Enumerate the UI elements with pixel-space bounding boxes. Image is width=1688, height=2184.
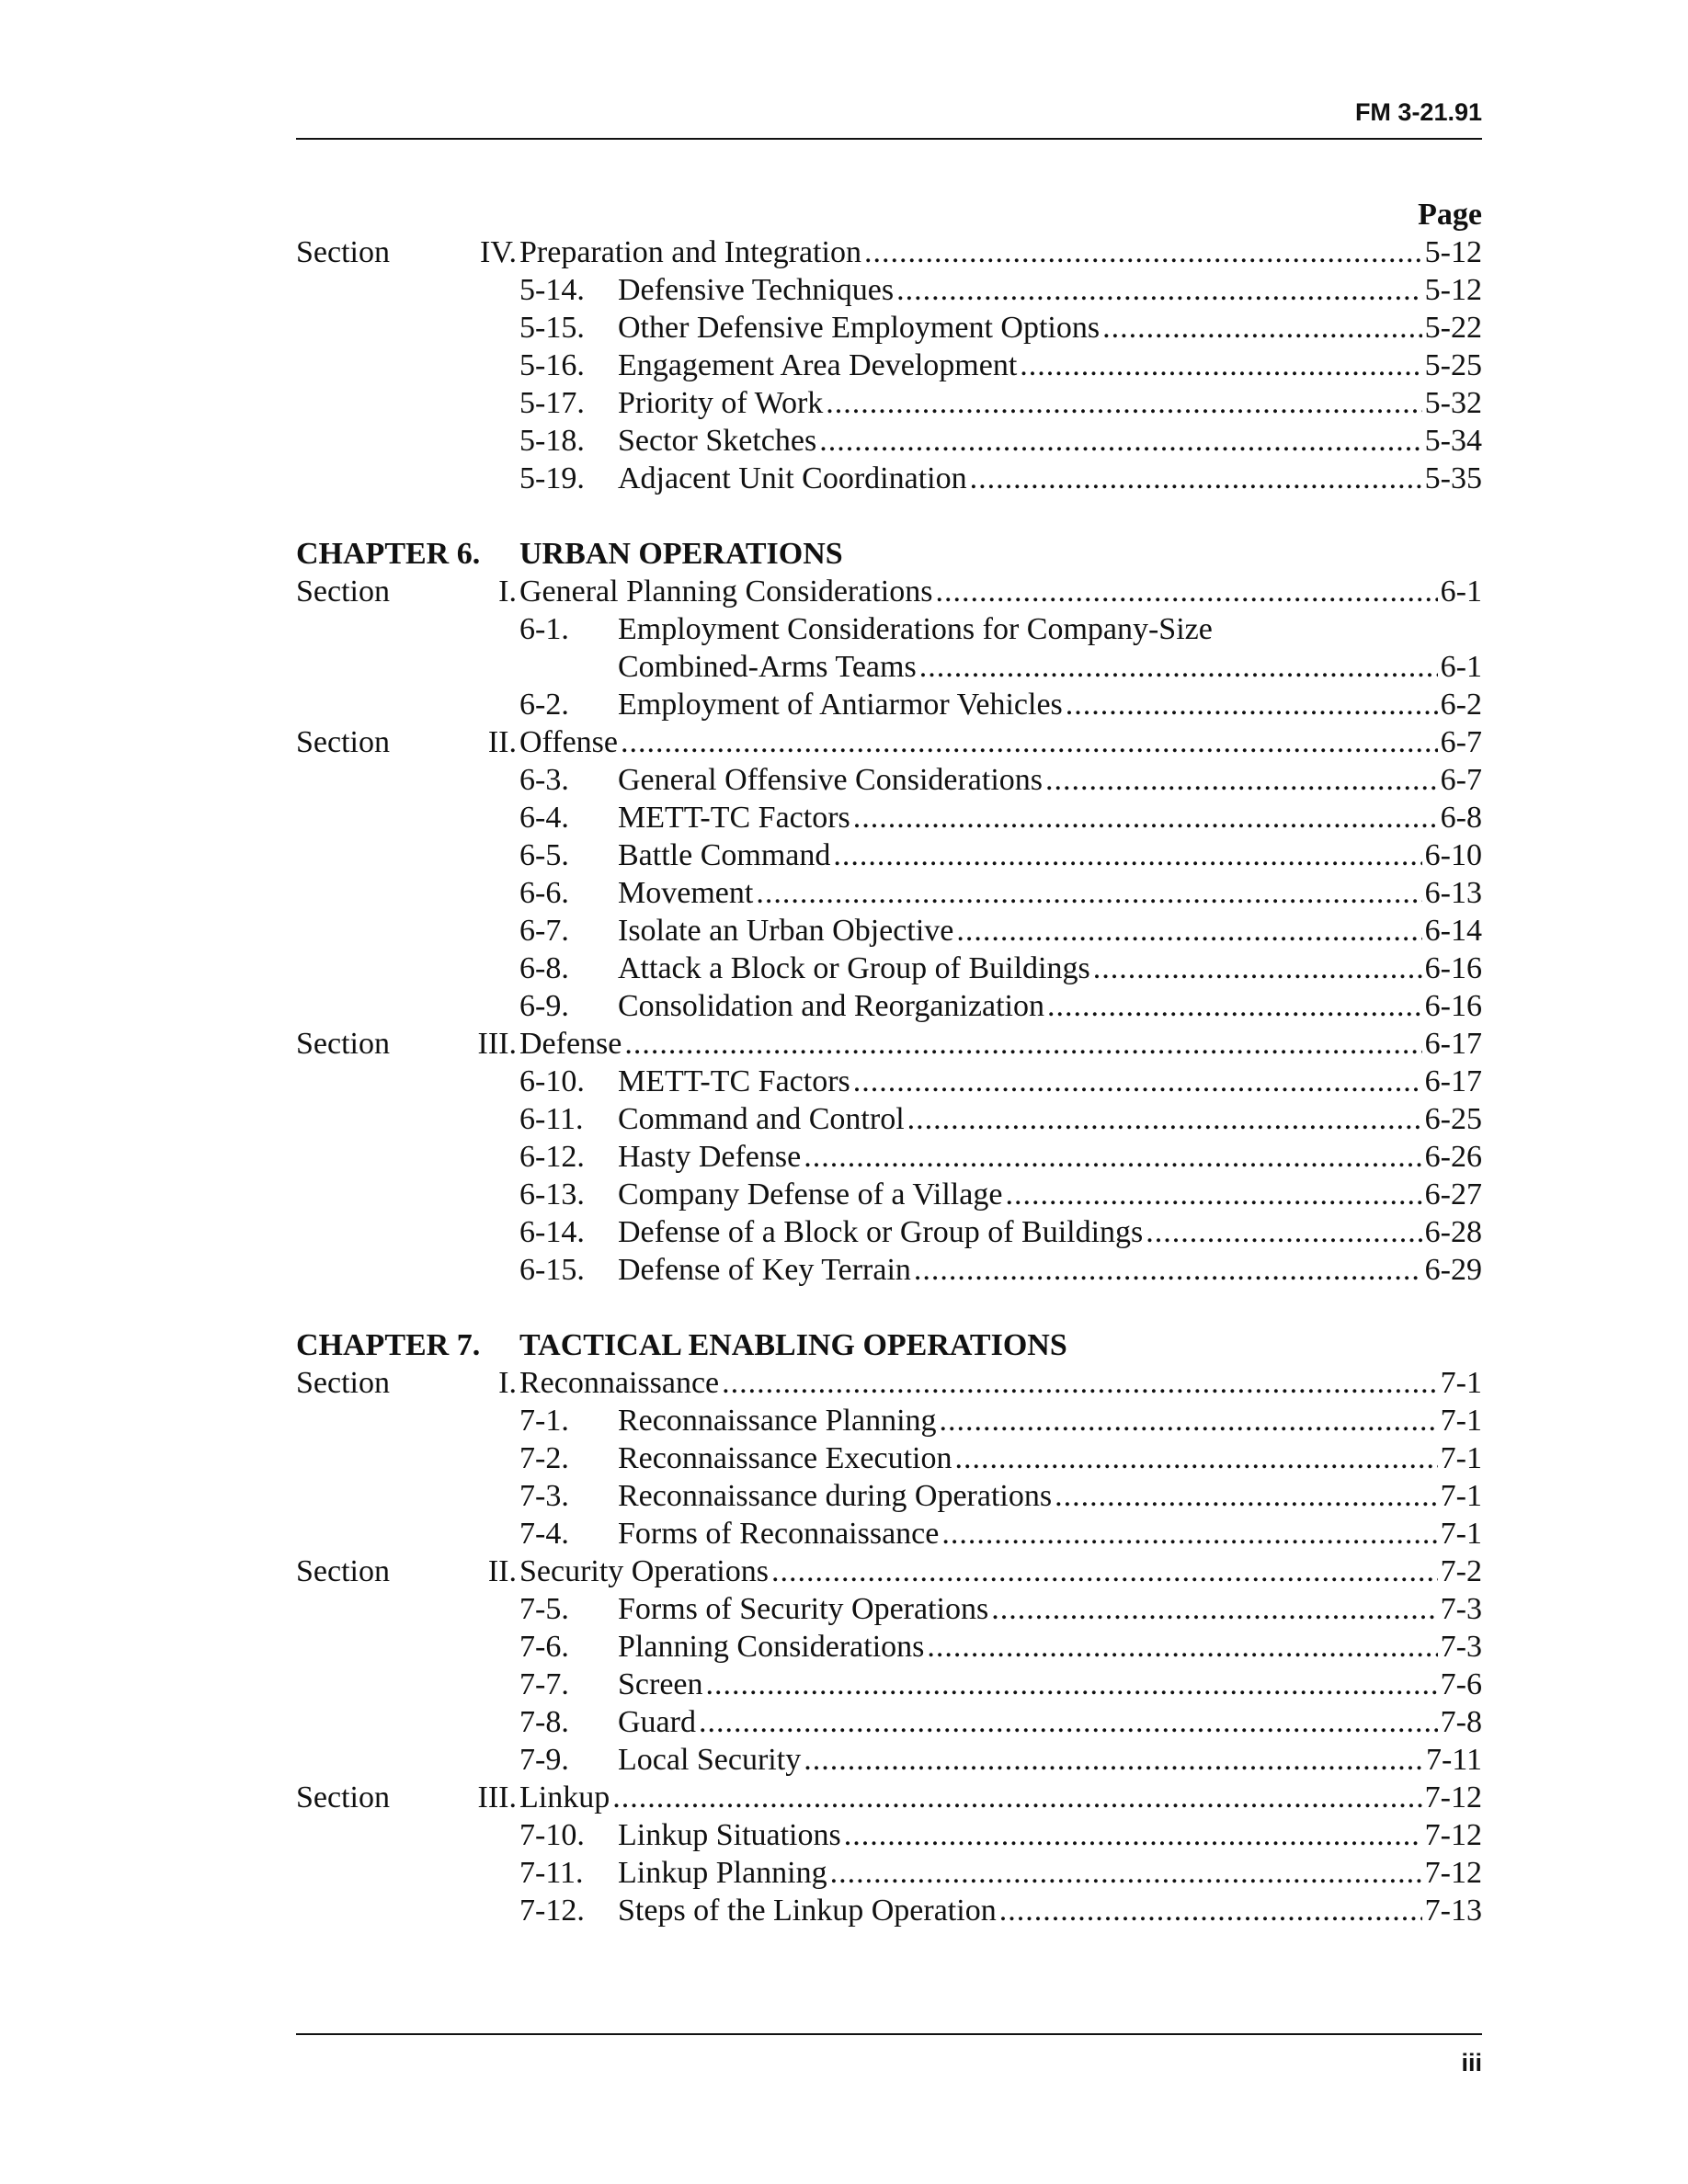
document-id: FM 3-21.91 (1354, 98, 1482, 126)
entry-title: Defense of a Block or Group of Buildings (618, 1215, 1144, 1249)
entry-title-line: Employment Considerations for Company-Size (618, 612, 1213, 646)
chapter-title: URBAN OPERATIONS (519, 537, 843, 571)
item-number: 7-12. (519, 1894, 585, 1928)
entry-page: 6-1 (1440, 650, 1482, 684)
spacer (296, 1289, 1482, 1326)
toc-item-row[interactable] (296, 686, 1482, 723)
toc-leader (618, 1741, 1482, 1779)
toc-leader (618, 1892, 1482, 1929)
section-label: Section (296, 235, 390, 269)
entry-title: Isolate an Urban Objective (618, 914, 954, 948)
section-label: Section (296, 1366, 390, 1400)
dot-leader (1020, 347, 1421, 384)
dot-leader (940, 1402, 1438, 1439)
section-numeral: IV. (480, 235, 517, 269)
toc-item-row[interactable] (296, 347, 1482, 384)
dot-leader (771, 1553, 1438, 1590)
toc-leader (618, 1477, 1482, 1515)
entry-title: Planning Considerations (618, 1630, 925, 1664)
section-label: Section (296, 1027, 390, 1061)
entry-title: Reconnaissance Planning (618, 1404, 937, 1438)
toc-item-row[interactable] (296, 1854, 1482, 1892)
entry-page: 7-1 (1440, 1366, 1482, 1400)
dot-leader (833, 836, 1421, 874)
entry-title: Steps of the Linkup Operation (618, 1894, 997, 1928)
item-number: 5-19. (519, 461, 585, 495)
chapter-label: CHAPTER 7. (296, 1328, 481, 1362)
entry-title: General Planning Considerations (519, 574, 933, 609)
entry-page: 6-17 (1424, 1064, 1482, 1098)
toc-item-row[interactable] (296, 1402, 1482, 1439)
item-number: 7-11. (519, 1856, 584, 1890)
entry-title: Linkup Planning (618, 1856, 827, 1890)
item-number: 7-9. (519, 1743, 569, 1777)
dot-leader (1055, 1477, 1438, 1515)
dot-leader (919, 648, 1438, 686)
item-number: 6-7. (519, 914, 569, 948)
entry-page: 6-27 (1424, 1177, 1482, 1211)
dot-leader (999, 1892, 1422, 1929)
toc-leader (618, 1063, 1482, 1100)
dot-leader (819, 422, 1421, 460)
entry-page: 7-12 (1424, 1856, 1482, 1890)
page-footer (296, 2033, 1482, 2076)
toc-chapter-row[interactable] (296, 535, 1482, 573)
toc-leader (618, 1590, 1482, 1628)
dot-leader (722, 1364, 1438, 1402)
section-numeral: III. (477, 1780, 517, 1814)
toc-item-row[interactable] (296, 1666, 1482, 1703)
entry-title: Consolidation and Reorganization (618, 989, 1044, 1023)
entry-title: Hasty Defense (618, 1140, 802, 1174)
entry-title: Security Operations (519, 1554, 769, 1588)
entry-title: Priority of Work (618, 386, 824, 420)
entry-page: 7-3 (1440, 1592, 1482, 1626)
dot-leader (621, 723, 1438, 761)
entry-page: 7-1 (1440, 1479, 1482, 1513)
entry-page: 6-29 (1424, 1253, 1482, 1287)
dot-leader (844, 1816, 1422, 1854)
entry-page: 6-16 (1424, 951, 1482, 985)
entry-page: 7-8 (1440, 1705, 1482, 1739)
entry-page: 6-10 (1424, 838, 1482, 872)
toc-leader (519, 1779, 1482, 1816)
entry-page: 5-12 (1424, 235, 1482, 269)
dot-leader (907, 1100, 1422, 1138)
entry-page: 6-25 (1424, 1102, 1482, 1136)
item-number: 6-13. (519, 1177, 585, 1211)
entry-title: Command and Control (618, 1102, 905, 1136)
entry-page: 7-11 (1425, 1743, 1482, 1777)
page-number: iii (1461, 2049, 1482, 2076)
toc-section-row[interactable] (296, 1779, 1482, 1816)
entry-title: Defense of Key Terrain (618, 1253, 911, 1287)
dot-leader (954, 1439, 1437, 1477)
dot-leader (1047, 987, 1422, 1025)
entry-title: Forms of Reconnaissance (618, 1517, 940, 1551)
entry-page: 6-17 (1424, 1027, 1482, 1061)
item-number: 7-5. (519, 1592, 569, 1626)
dot-leader (935, 573, 1437, 610)
entry-title: Linkup (519, 1780, 610, 1814)
entry-page: 5-22 (1424, 311, 1482, 345)
toc-leader (519, 723, 1482, 761)
entry-page: 7-1 (1440, 1517, 1482, 1551)
toc-item-row[interactable] (296, 1703, 1482, 1741)
entry-title: Other Defensive Employment Options (618, 311, 1101, 345)
item-number: 5-17. (519, 386, 585, 420)
toc-leader (618, 836, 1482, 874)
entry-title: METT-TC Factors (618, 1064, 850, 1098)
toc-item-row[interactable] (296, 1251, 1482, 1289)
entry-page: 5-32 (1424, 386, 1482, 420)
toc-leader (618, 912, 1482, 950)
toc-item-row[interactable] (296, 799, 1482, 836)
toc-leader (618, 1100, 1482, 1138)
dot-leader (830, 1854, 1422, 1892)
toc-leader (618, 1515, 1482, 1553)
toc-leader (519, 1553, 1482, 1590)
entry-page: 6-1 (1440, 574, 1482, 609)
entry-page: 7-1 (1440, 1404, 1482, 1438)
entry-page: 5-12 (1424, 273, 1482, 307)
section-numeral: I. (498, 574, 517, 609)
entry-title: General Offensive Considerations (618, 763, 1044, 797)
item-number: 7-1. (519, 1404, 569, 1438)
toc-item-row[interactable] (296, 309, 1482, 347)
spacer (296, 497, 1482, 535)
toc-section-row[interactable] (296, 233, 1482, 271)
dot-leader (1045, 761, 1438, 799)
item-number: 6-4. (519, 801, 569, 835)
item-number: 7-6. (519, 1630, 569, 1664)
entry-page: 7-3 (1440, 1630, 1482, 1664)
entry-title: Forms of Security Operations (618, 1592, 989, 1626)
item-number: 5-16. (519, 348, 585, 382)
toc-item-row[interactable] (296, 271, 1482, 309)
toc-item-row[interactable] (296, 950, 1482, 987)
toc-item-row[interactable] (296, 1477, 1482, 1515)
item-number: 5-18. (519, 424, 585, 458)
toc-item-row[interactable] (296, 1515, 1482, 1553)
dot-leader (853, 799, 1438, 836)
item-number: 6-15. (519, 1253, 585, 1287)
section-label: Section (296, 574, 390, 609)
toc-item-row[interactable] (296, 1213, 1482, 1251)
toc-item-row[interactable] (296, 1439, 1482, 1477)
entry-page: 7-2 (1440, 1554, 1482, 1588)
table-of-contents (296, 196, 1482, 1929)
toc-leader (618, 950, 1482, 987)
entry-page: 6-14 (1424, 914, 1482, 948)
item-number: 6-11. (519, 1102, 584, 1136)
dot-leader (864, 233, 1422, 271)
item-number: 7-10. (519, 1818, 585, 1852)
entry-page: 7-1 (1440, 1441, 1482, 1475)
toc-chapter-row[interactable] (296, 1326, 1482, 1364)
section-label: Section (296, 1554, 390, 1588)
entry-page: 6-7 (1440, 763, 1482, 797)
toc-leader (618, 384, 1482, 422)
item-number: 5-14. (519, 273, 585, 307)
dot-leader (699, 1703, 1438, 1741)
entry-page: 7-6 (1440, 1667, 1482, 1701)
toc-leader (618, 761, 1482, 799)
entry-title: Offense (519, 725, 618, 759)
section-label: Section (296, 725, 390, 759)
entry-page: 6-28 (1424, 1215, 1482, 1249)
entry-title: Reconnaissance (519, 1366, 720, 1400)
entry-page: 5-34 (1424, 424, 1482, 458)
item-number: 7-2. (519, 1441, 569, 1475)
toc-section-row[interactable] (296, 1364, 1482, 1402)
dot-leader (804, 1741, 1423, 1779)
entry-page: 6-16 (1424, 989, 1482, 1023)
toc-item-row[interactable] (296, 1816, 1482, 1854)
entry-page: 7-13 (1424, 1894, 1482, 1928)
dot-leader (914, 1251, 1422, 1289)
toc-leader (618, 648, 1482, 686)
toc-leader (618, 1703, 1482, 1741)
dot-leader (756, 874, 1421, 912)
entry-title: METT-TC Factors (618, 801, 850, 835)
chapter-label: CHAPTER 6. (296, 537, 481, 571)
entry-title: Movement (618, 876, 754, 910)
toc-item-row[interactable] (296, 836, 1482, 874)
entry-title: Linkup Situations (618, 1818, 841, 1852)
item-number: 6-6. (519, 876, 569, 910)
dot-leader (706, 1666, 1438, 1703)
toc-leader (618, 460, 1482, 497)
dot-leader (1102, 309, 1422, 347)
section-numeral: II. (487, 725, 517, 759)
item-number: 6-8. (519, 951, 569, 985)
entry-page: 7-12 (1424, 1780, 1482, 1814)
toc-item-row[interactable] (296, 1892, 1482, 1929)
toc-item-row[interactable] (296, 1100, 1482, 1138)
toc-leader (618, 987, 1482, 1025)
toc-leader (618, 1251, 1482, 1289)
dot-leader (941, 1515, 1437, 1553)
toc-leader (618, 1213, 1482, 1251)
toc-leader (618, 309, 1482, 347)
dot-leader (956, 912, 1421, 950)
toc-leader (618, 1816, 1482, 1854)
toc-item-row[interactable] (296, 460, 1482, 497)
item-number: 6-10. (519, 1064, 585, 1098)
entry-title: Defense (519, 1027, 622, 1061)
dot-leader (970, 460, 1422, 497)
item-number: 5-15. (519, 311, 585, 345)
toc-section-row[interactable] (296, 573, 1482, 610)
toc-leader (618, 1439, 1482, 1477)
toc-item-row[interactable] (296, 422, 1482, 460)
entry-page: 7-12 (1424, 1818, 1482, 1852)
toc-item-row[interactable] (296, 1741, 1482, 1779)
toc-item-row-continued[interactable] (296, 648, 1482, 686)
entry-title: Reconnaissance Execution (618, 1441, 952, 1475)
entry-title: Defensive Techniques (618, 273, 895, 307)
toc-leader (618, 1402, 1482, 1439)
toc-leader (618, 1854, 1482, 1892)
item-number: 6-9. (519, 989, 569, 1023)
dot-leader (1005, 1176, 1421, 1213)
toc-item-row[interactable] (296, 384, 1482, 422)
item-number: 7-4. (519, 1517, 569, 1551)
entry-page: 6-2 (1440, 688, 1482, 722)
section-numeral: III. (477, 1027, 517, 1061)
toc-item-row[interactable] (296, 1590, 1482, 1628)
toc-leader (618, 347, 1482, 384)
toc-section-row[interactable] (296, 1025, 1482, 1063)
toc-leader (618, 271, 1482, 309)
toc-leader (519, 1025, 1482, 1063)
toc-item-row[interactable] (296, 1176, 1482, 1213)
item-number: 6-2. (519, 688, 569, 722)
dot-leader (991, 1590, 1437, 1628)
entry-title: Employment of Antiarmor Vehicles (618, 688, 1063, 722)
entry-page: 6-7 (1440, 725, 1482, 759)
dot-leader (896, 271, 1422, 309)
toc-section-row[interactable] (296, 723, 1482, 761)
dot-leader (1146, 1213, 1421, 1251)
toc-item-row[interactable] (296, 1628, 1482, 1666)
section-label: Section (296, 1780, 390, 1814)
dot-leader (612, 1779, 1421, 1816)
entry-title: Attack a Block or Group of Buildings (618, 951, 1090, 985)
toc-leader (519, 573, 1482, 610)
page-header (296, 97, 1482, 140)
item-number: 7-3. (519, 1479, 569, 1513)
toc-leader (519, 1364, 1482, 1402)
chapter-title: TACTICAL ENABLING OPERATIONS (519, 1328, 1067, 1362)
toc-item-row[interactable] (296, 761, 1482, 799)
entry-title: Preparation and Integration (519, 235, 861, 269)
entry-page: 6-8 (1440, 801, 1482, 835)
toc-leader (618, 422, 1482, 460)
toc-item-row[interactable] (296, 610, 1482, 648)
entry-title: Battle Command (618, 838, 831, 872)
dot-leader (804, 1138, 1421, 1176)
entry-page: 6-13 (1424, 876, 1482, 910)
toc-leader (618, 874, 1482, 912)
dot-leader (1066, 686, 1438, 723)
toc-leader (618, 1138, 1482, 1176)
toc-item-row[interactable] (296, 1063, 1482, 1100)
toc-item-row[interactable] (296, 912, 1482, 950)
entry-title: Reconnaissance during Operations (618, 1479, 1053, 1513)
item-number: 7-8. (519, 1705, 569, 1739)
dot-leader (1093, 950, 1422, 987)
section-numeral: II. (487, 1554, 517, 1588)
dot-leader (826, 384, 1421, 422)
toc-section-row[interactable] (296, 1553, 1482, 1590)
item-number: 6-14. (519, 1215, 585, 1249)
toc-leader (618, 1628, 1482, 1666)
toc-leader (618, 799, 1482, 836)
entry-title: Company Defense of a Village (618, 1177, 1003, 1211)
toc-leader (519, 233, 1482, 271)
item-number: 6-5. (519, 838, 569, 872)
toc-leader (618, 1666, 1482, 1703)
item-number: 6-1. (519, 612, 569, 646)
entry-title: Local Security (618, 1743, 802, 1777)
page-column-heading: Page (1418, 198, 1482, 232)
entry-title: Engagement Area Development (618, 348, 1018, 382)
item-number: 6-12. (519, 1140, 585, 1174)
toc-item-row[interactable] (296, 1138, 1482, 1176)
item-number: 6-3. (519, 763, 569, 797)
dot-leader (853, 1063, 1422, 1100)
toc-leader (618, 686, 1482, 723)
toc-item-row[interactable] (296, 874, 1482, 912)
entry-title: Screen (618, 1667, 703, 1701)
item-number: 7-7. (519, 1667, 569, 1701)
entry-page: 5-35 (1424, 461, 1482, 495)
entry-title: Combined-Arms Teams (618, 650, 917, 684)
entry-title: Guard (618, 1705, 696, 1739)
dot-leader (624, 1025, 1421, 1063)
toc-item-row[interactable] (296, 987, 1482, 1025)
dot-leader (927, 1628, 1437, 1666)
section-numeral: I. (498, 1366, 517, 1400)
entry-title: Adjacent Unit Coordination (618, 461, 967, 495)
entry-page: 5-25 (1424, 348, 1482, 382)
toc-leader (618, 1176, 1482, 1213)
entry-page: 6-26 (1424, 1140, 1482, 1174)
entry-title: Sector Sketches (618, 424, 817, 458)
